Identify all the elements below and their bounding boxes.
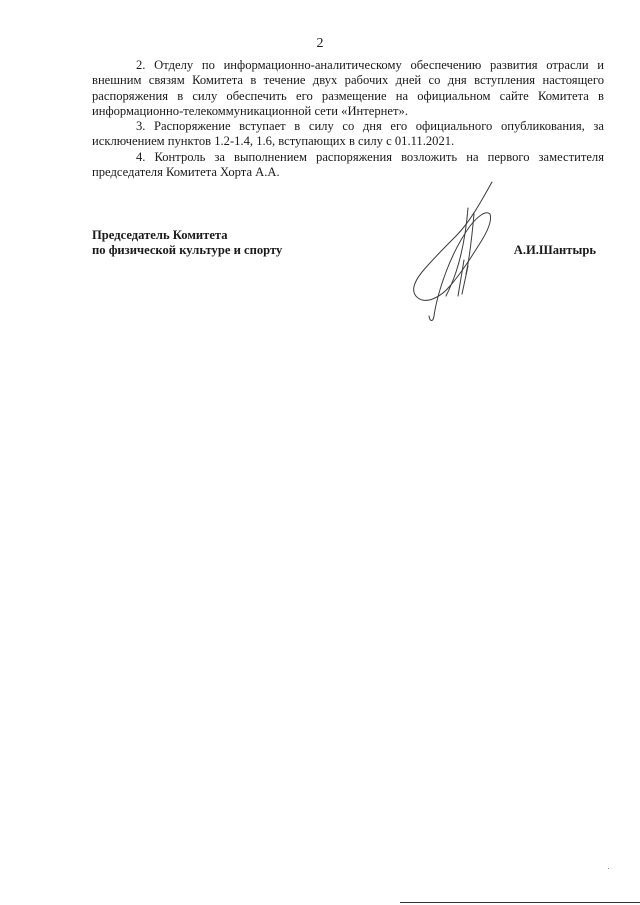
paragraph-3: 3. Распоряжение вступает в силу со дня его официального опубликования, за исключением пунктов 1.2-1.4, 1.6, вступающих в силу с 01.11.2021. <box>92 119 604 149</box>
bottom-rule <box>400 902 640 903</box>
scan-speck <box>608 868 609 869</box>
page-number: 2 <box>316 36 324 51</box>
paragraph-4: 4. Контроль за выполнением распоряжения возложить на первого заместителя председателя Комитета Хорта А.А. <box>92 149 604 180</box>
signature-block <box>92 228 604 268</box>
signatory-name: А.И.Шантырь <box>513 243 596 257</box>
handwritten-signature <box>408 176 512 324</box>
signatory-position <box>92 228 282 259</box>
paragraph-2: 2. Отделу по информационно-аналитическому обеспечению развития отрасли и внешним связям Комитета в течение двух рабочих дней со дня вступления настоящего распоряжения в силу обеспечить его размещение на официальном сайте Комитета в информационно-телекоммуникационной сети «Интернет». <box>92 58 604 118</box>
document-body <box>92 58 604 180</box>
signatory-position-line-2: по физической культуре и спорту <box>92 243 283 258</box>
signatory-position-line-1: Председатель Комитета <box>92 228 228 242</box>
